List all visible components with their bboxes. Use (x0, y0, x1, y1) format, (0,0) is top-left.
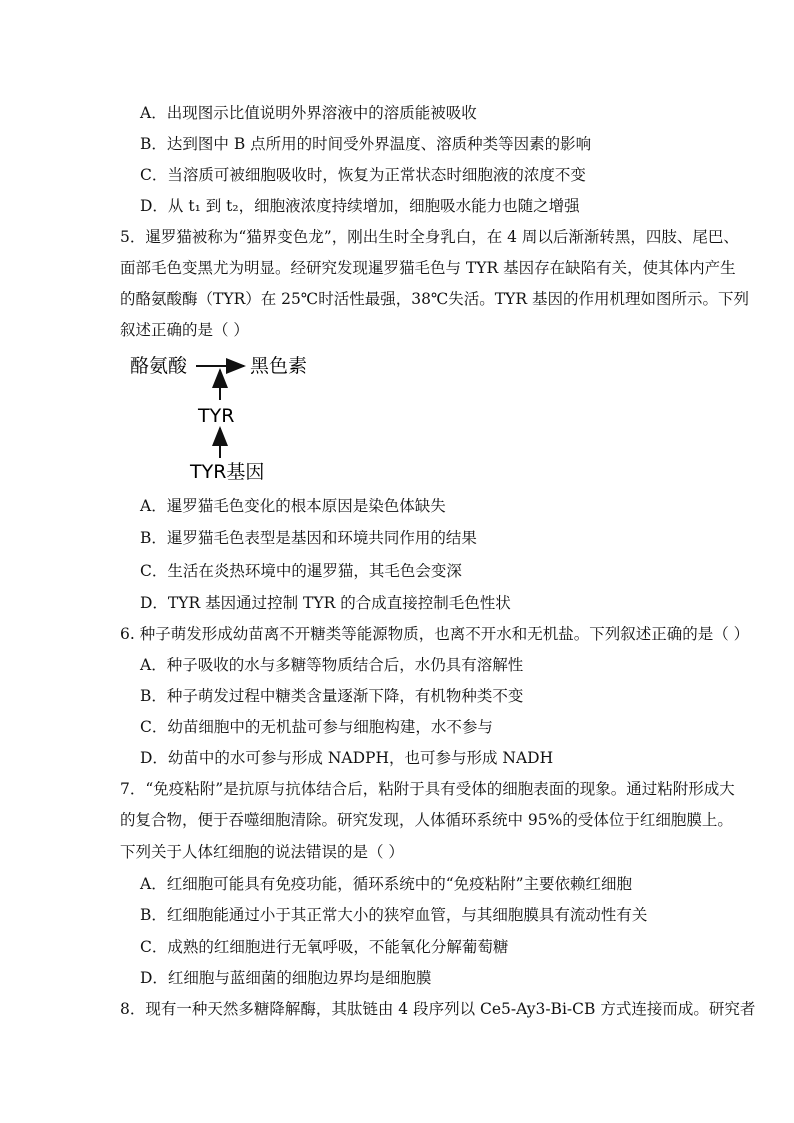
q5-stem-line-4: 叙述正确的是（ ） (120, 321, 249, 339)
diagram-substrate-label: 酪氨酸 (130, 355, 188, 377)
q6-option-d: D．幼苗中的水可参与形成 NADPH，也可参与形成 NADH (140, 749, 554, 767)
q8-stem-line-1: 8．现有一种天然多糖降解酶，其肽链由 4 段序列以 Ce5-Ay3-Bi-CB 方式连接而成。研究者 (120, 1000, 756, 1018)
q7-option-a: A．红细胞可能具有免疫功能，循环系统中的“免疫粘附”主要依赖红细胞 (140, 875, 633, 893)
q4-option-b: B．达到图中 B 点所用的时间受外界温度、溶质种类等因素的影响 (140, 135, 592, 153)
diagram-enzyme-label: TYR (198, 405, 235, 427)
q7-stem-line-2: 的复合物，便于吞噬细胞清除。研究发现，人体循环系统中 95%的受体位于红细胞膜上。 (120, 811, 733, 829)
diagram-product-label: 黑色素 (250, 355, 308, 377)
diagram-gene-label: TYR基因 (190, 461, 265, 483)
q7-option-d: D．红细胞与蓝细菌的细胞边界均是细胞膜 (140, 969, 432, 987)
q4-option-d: D．从 t₁ 到 t₂，细胞液浓度持续增加，细胞吸水能力也随之增强 (140, 197, 580, 215)
q6-stem-line-1: 6. 种子萌发形成幼苗离不开糖类等能源物质，也离不开水和无机盐。下列叙述正确的是（ ） (120, 625, 750, 643)
q5-stem-line-1: 5．暹罗猫被称为“猫界变色龙”，刚出生时全身乳白，在 4 周以后渐渐转黑，四肢、尾巴、 (120, 228, 739, 246)
q4-option-a: A．出现图示比值说明外界溶液中的溶质能被吸收 (140, 104, 477, 122)
q5-option-a: A．暹罗猫毛色变化的根本原因是染色体缺失 (140, 497, 446, 515)
q7-stem-line-1: 7．“免疫粘附”是抗原与抗体结合后，粘附于具有受体的细胞表面的现象。通过粘附形成大 (120, 780, 735, 798)
q4-option-c: C．当溶质可被细胞吸收时，恢复为正常状态时细胞液的浓度不变 (140, 166, 586, 184)
q5-option-c: C．生活在炎热环境中的暹罗猫，其毛色会变深 (140, 562, 462, 580)
q7-option-b: B．红细胞能通过小于其正常大小的狭窄血管，与其细胞膜具有流动性有关 (140, 906, 648, 924)
q7-option-c: C．成熟的红细胞进行无氧呼吸，不能氧化分解葡萄糖 (140, 938, 509, 956)
q5-option-d: D．TYR 基因通过控制 TYR 的合成直接控制毛色性状 (140, 594, 511, 612)
q7-stem-line-3: 下列关于人体红细胞的说法错误的是（ ） (120, 843, 404, 861)
tyr-mechanism-diagram (130, 350, 390, 490)
q5-stem-line-3: 的酪氨酸酶（TYR）在 25℃时活性最强，38℃失活。TYR 基因的作用机理如图所示。下列 (120, 290, 749, 308)
q5-stem-line-2: 面部毛色变黑尤为明显。经研究发现暹罗猫毛色与 TYR 基因存在缺陷有关，使其体内产生 (120, 259, 736, 277)
q6-option-a: A．种子吸收的水与多糖等物质结合后，水仍具有溶解性 (140, 656, 524, 674)
q6-option-c: C．幼苗细胞中的无机盐可参与细胞构建，水不参与 (140, 718, 493, 736)
q6-option-b: B．种子萌发过程中糖类含量逐渐下降，有机物种类不变 (140, 687, 524, 705)
q5-option-b: B．暹罗猫毛色表型是基因和环境共同作用的结果 (140, 529, 477, 547)
